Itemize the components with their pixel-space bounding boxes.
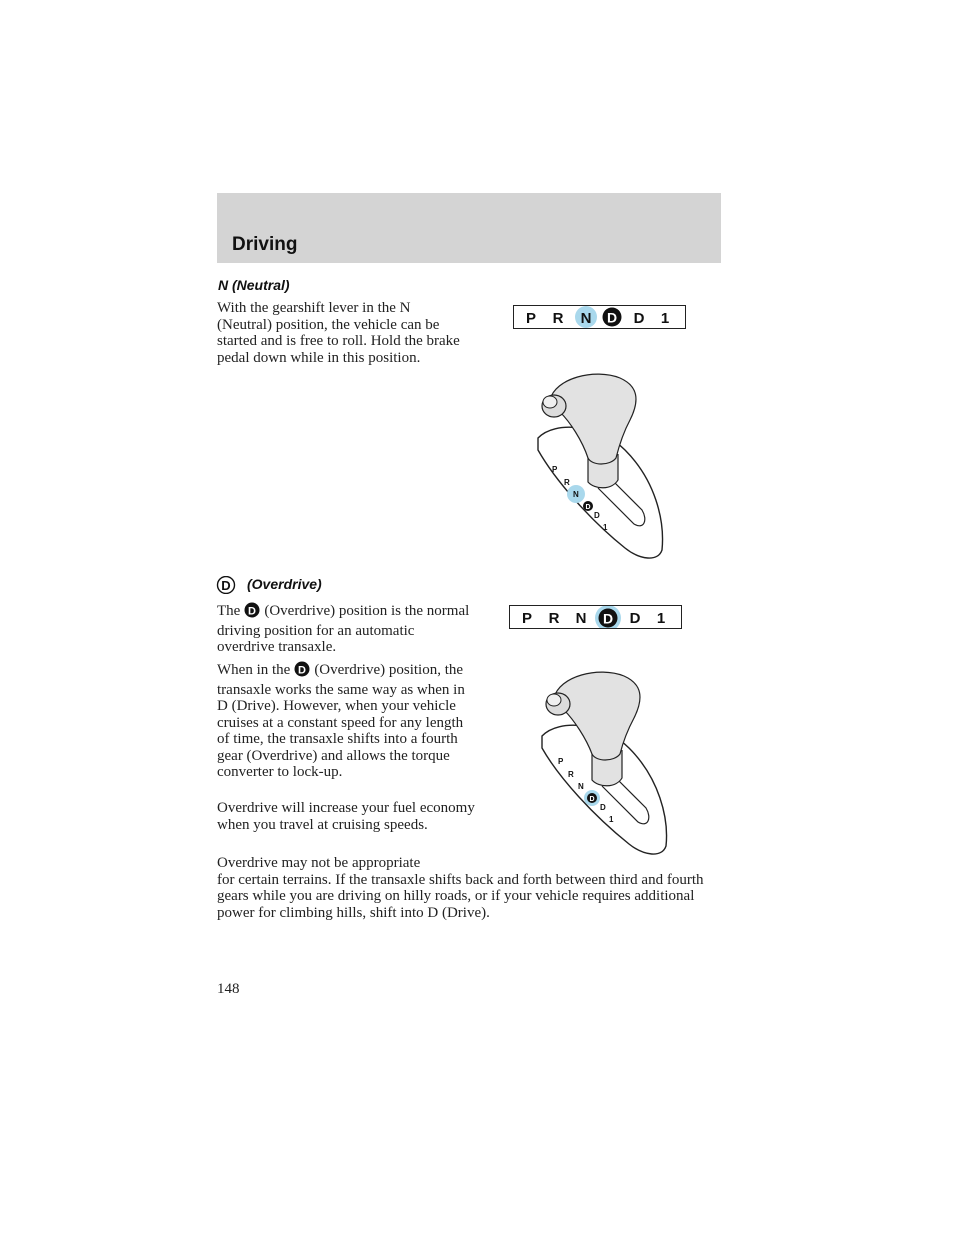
svg-text:D: D (248, 605, 257, 618)
svg-text:1: 1 (609, 815, 614, 824)
gearshift-lever-neutral-illustration (530, 370, 670, 562)
gear-label-d: D (629, 610, 641, 627)
gear-label-od: D (606, 309, 618, 326)
gear-label-r: R (552, 310, 564, 327)
svg-text:D: D (221, 578, 231, 593)
overdrive-para-3: Overdrive will increase your fuel economy when you travel at cruising speeds. (217, 800, 475, 833)
svg-text:1: 1 (603, 523, 608, 532)
gear-label-r: R (548, 610, 560, 627)
gear-label-n: N (580, 310, 592, 327)
svg-text:R: R (568, 770, 574, 779)
gear-indicator-overdrive-graphic (510, 606, 680, 628)
overdrive-inline-icon (244, 602, 260, 623)
svg-text:D: D (600, 803, 606, 812)
gear-indicator-neutral-graphic (514, 306, 684, 328)
overdrive-inline-icon (294, 661, 310, 682)
overdrive-para-2: When in the D (Overdrive) position, the transaxle works the same way as when in D (Drive). However, when your vehicle cruises at a constant speed for any length of time, the transaxle shifts into a fourth gear (Overdrive) and allows the torque converter to lock-up. (217, 662, 465, 780)
gearshift-lever-overdrive-illustration (534, 668, 674, 858)
svg-text:P: P (552, 465, 558, 474)
svg-text:D: D (585, 504, 591, 511)
svg-text:P: P (558, 757, 564, 766)
gear-label-p: P (521, 610, 533, 627)
gear-label-p: P (525, 310, 537, 327)
svg-text:D: D (594, 511, 600, 520)
overdrive-heading: (Overdrive) (247, 576, 322, 592)
svg-text:D: D (298, 664, 307, 677)
gear-label-od: D (602, 610, 614, 627)
overdrive-heading-icon (216, 576, 236, 594)
svg-text:R: R (564, 478, 570, 487)
gear-label-n: N (575, 610, 587, 627)
gear-label-1: 1 (660, 310, 670, 327)
gear-label-d: D (633, 310, 645, 327)
overdrive-para-1: The D (Overdrive) position is the normal driving position for an automatic overdrive transaxle. (217, 603, 470, 655)
overdrive-para-4: Overdrive may not be appropriate for certain terrains. If the transaxle shifts back and forth between third and fourth gears while you are driving on hilly roads, or if your vehicle requires additional power for climbing hills, shift into D (Drive). (217, 855, 704, 921)
svg-text:N: N (573, 490, 579, 499)
neutral-body: With the gearshift lever in the N (Neutral) position, the vehicle can be started and is free to roll. Hold the brake pedal down while in this position. (217, 300, 460, 366)
gear-indicator-overdrive (509, 605, 682, 629)
svg-text:D: D (589, 796, 595, 803)
section-title: Driving (232, 234, 298, 255)
page-number: 148 (217, 981, 240, 997)
neutral-heading: N (Neutral) (218, 277, 290, 293)
gear-label-1: 1 (656, 610, 666, 627)
svg-text:N: N (578, 782, 584, 791)
gear-indicator-neutral (513, 305, 686, 329)
